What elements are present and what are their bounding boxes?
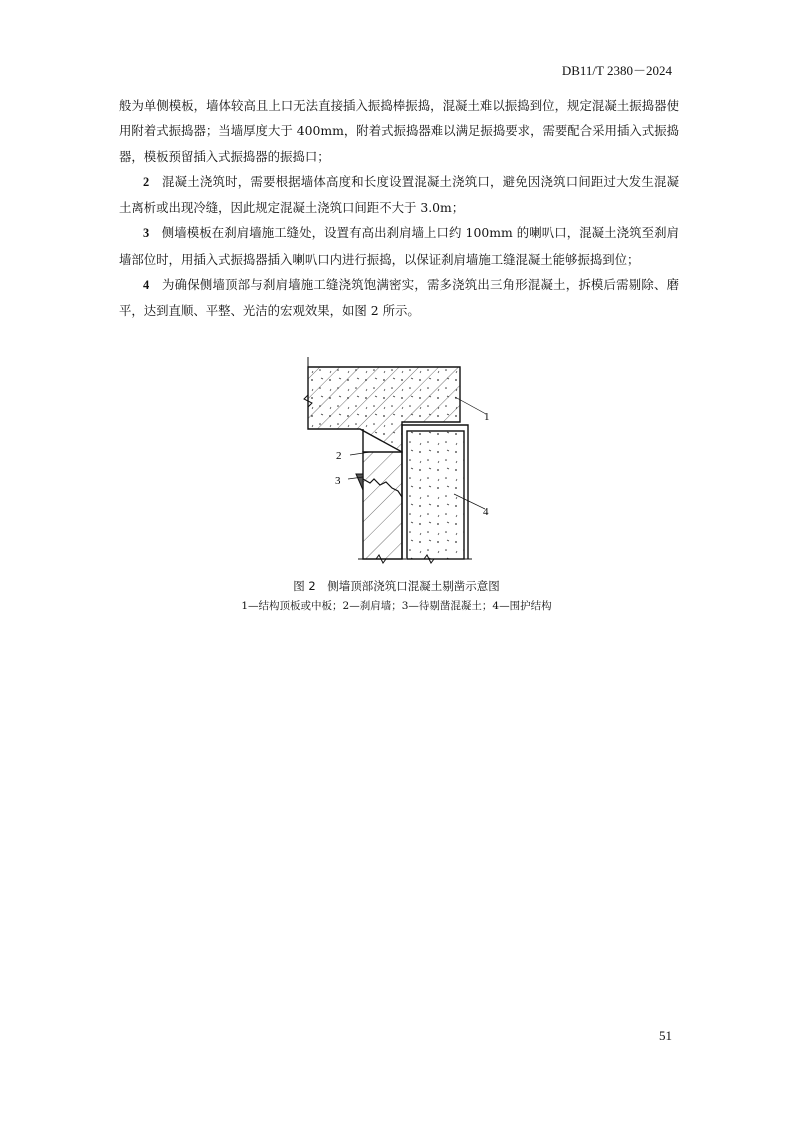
- figure-caption: 图 2 侧墙顶部浇筑口混凝土剔凿示意图: [293, 579, 500, 593]
- body-text: [119, 93, 679, 324]
- callout-4: 4: [483, 506, 489, 518]
- figure-diagram: [290, 357, 520, 572]
- item-number: 4: [143, 278, 150, 293]
- callout-2: 2: [336, 450, 342, 462]
- paragraph-4: 4 为确保侧墙顶部与刹肩墙施工缝浇筑饱满密实，需多浇筑出三角形混凝土，拆模后需剔除、磨平，达到直顺、平整、光洁的宏观效果，如图 2 所示。: [119, 277, 680, 319]
- callout-1: 1: [484, 411, 490, 423]
- section-drawing: [290, 357, 520, 572]
- callout-3: 3: [335, 475, 341, 487]
- paragraph-2: 2 混凝土浇筑时，需要根据墙体高度和长度设置混凝土浇筑口，避免因浇筑口间距过大发生混凝土离析或出现冷缝，因此规定混凝土浇筑口间距不大于 3.0m；: [119, 173, 680, 216]
- paragraph-3: 3 侧墙模板在刹肩墙施工缝处，设置有高出刹肩墙上口约 100mm 的喇叭口，混凝土浇筑至刹肩墙部位时，用插入式振捣器插入喇叭口内进行振捣，以保证刹肩墙施工缝混凝土能够振捣到位；: [119, 225, 680, 267]
- standard-code: DB11/T 2380－2024: [561, 63, 672, 78]
- page-number: 51: [659, 1028, 672, 1043]
- item-number: 3: [143, 226, 150, 241]
- figure-legend: 1—结构顶板或中板；2—刹肩墙；3—待剔凿混凝土；4—围护结构: [241, 600, 552, 612]
- item-number: 2: [143, 174, 150, 189]
- chisel-triangle: [356, 474, 363, 490]
- paragraph-1: 般为单侧模板，墙体较高且上口无法直接插入振捣棒振捣，混凝土难以振捣到位，规定混凝土振捣器使用附着式振捣器；当墙厚度大于 400mm，附着式振捣器难以满足振捣要求，需要配合采用插入式振捣器，模板预留插入式振捣器的振捣口；: [119, 98, 679, 164]
